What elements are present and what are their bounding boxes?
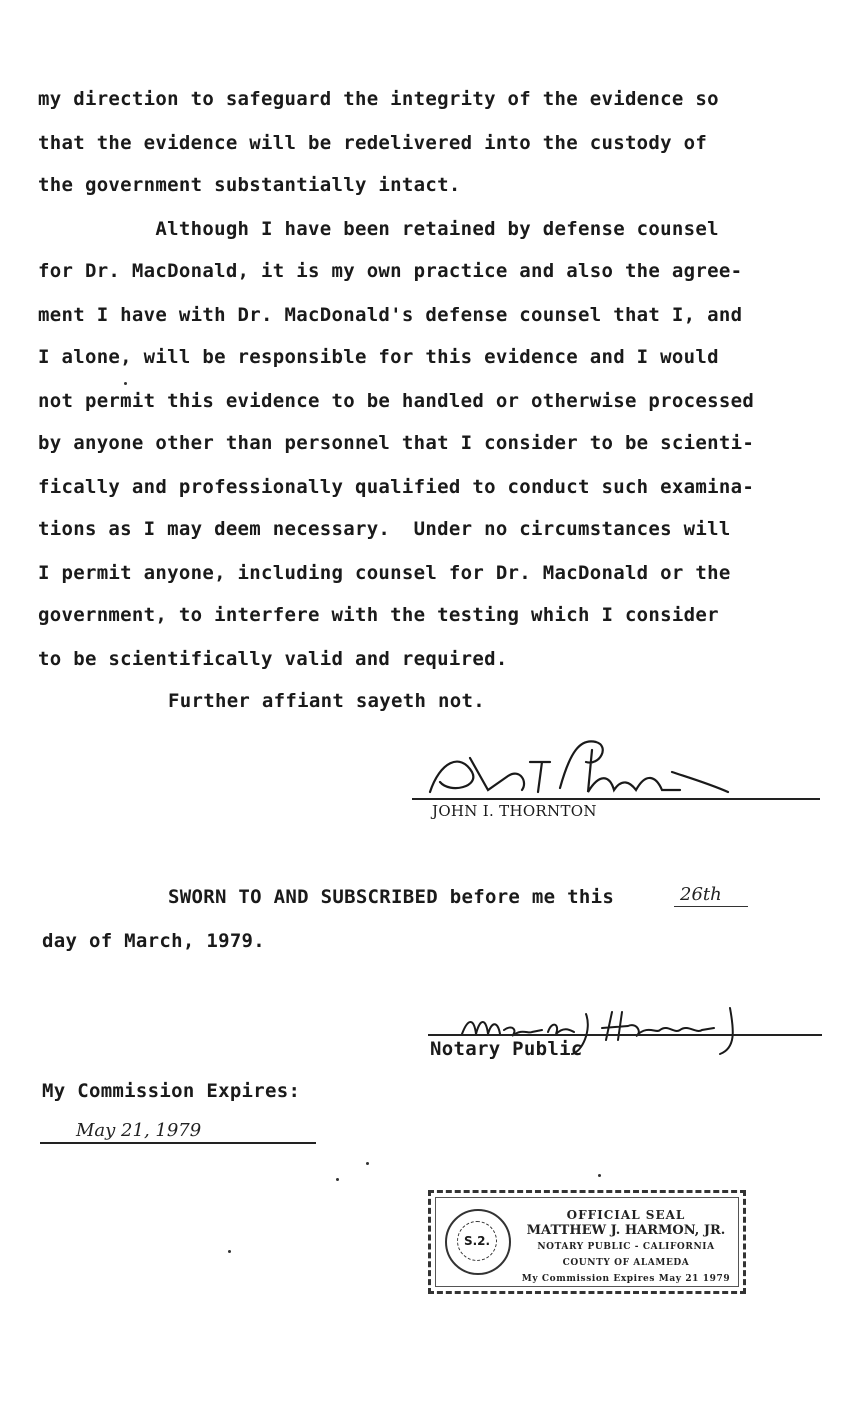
body-line-5: for Dr. MacDonald, it is my own practice and also the agree- [38, 260, 743, 282]
notary-public-label: Notary Public [430, 1038, 583, 1060]
body-line-3: the government substantially intact. [38, 174, 461, 196]
body-line-9: by anyone other than personnel that I consider to be scienti- [38, 432, 755, 454]
notary-signature-line [428, 1034, 822, 1036]
stray-mark [124, 382, 127, 385]
sworn-day-line [674, 906, 748, 907]
body-line-14: to be scientifically valid and required. [38, 648, 508, 670]
closing-statement: Further affiant sayeth not. [168, 690, 485, 712]
sworn-day-month-year: day of March, 1979. [42, 930, 266, 952]
body-line-7: I alone, will be responsible for this evidence and I would [38, 346, 719, 368]
sworn-statement: SWORN TO AND SUBSCRIBED before me this [168, 886, 615, 908]
affiant-name: JOHN I. THORNTON [432, 802, 597, 820]
commission-date-line [40, 1142, 316, 1144]
body-line-10: fically and professionally qualified to conduct such examina- [38, 476, 755, 498]
seal-notary-name: MATTHEW J. HARMON, JR. [526, 1223, 726, 1238]
seal-county: COUNTY OF ALAMEDA [562, 1258, 690, 1268]
official-seal-stamp [428, 1190, 746, 1294]
seal-notary-state: NOTARY PUBLIC - CALIFORNIA [537, 1242, 715, 1252]
affiant-signature-line [412, 798, 820, 800]
stray-mark [228, 1250, 231, 1253]
body-line-2: that the evidence will be redelivered into the custody of [38, 132, 708, 154]
commission-date-handwritten: May 21, 1979 [76, 1120, 202, 1141]
seal-text-block [521, 1207, 731, 1287]
body-line-4: Although I have been retained by defense counsel [38, 218, 719, 240]
body-line-8: not permit this evidence to be handled or otherwise processed [38, 390, 755, 412]
stray-mark [336, 1178, 339, 1181]
seal-emblem-text: S.2. [457, 1221, 497, 1261]
seal-commission-expiry: My Commission Expires May 21 1979 [521, 1274, 731, 1284]
stray-mark [598, 1174, 601, 1177]
seal-title: OFFICIAL SEAL [566, 1208, 686, 1222]
commission-expires-label: My Commission Expires: [42, 1080, 301, 1102]
affiant-signature [410, 732, 740, 804]
body-line-6: ment I have with Dr. MacDonald's defense counsel that I, and [38, 304, 743, 326]
body-line-12: I permit anyone, including counsel for Dr. MacDonald or the [38, 562, 731, 584]
stray-mark [366, 1162, 369, 1165]
sworn-day-handwritten: 26th [680, 884, 722, 905]
body-line-13: government, to interfere with the testing which I consider [38, 604, 719, 626]
seal-emblem-icon [445, 1209, 511, 1275]
body-line-11: tions as I may deem necessary. Under no circumstances will [38, 518, 731, 540]
body-line-1: my direction to safeguard the integrity of the evidence so [38, 88, 719, 110]
